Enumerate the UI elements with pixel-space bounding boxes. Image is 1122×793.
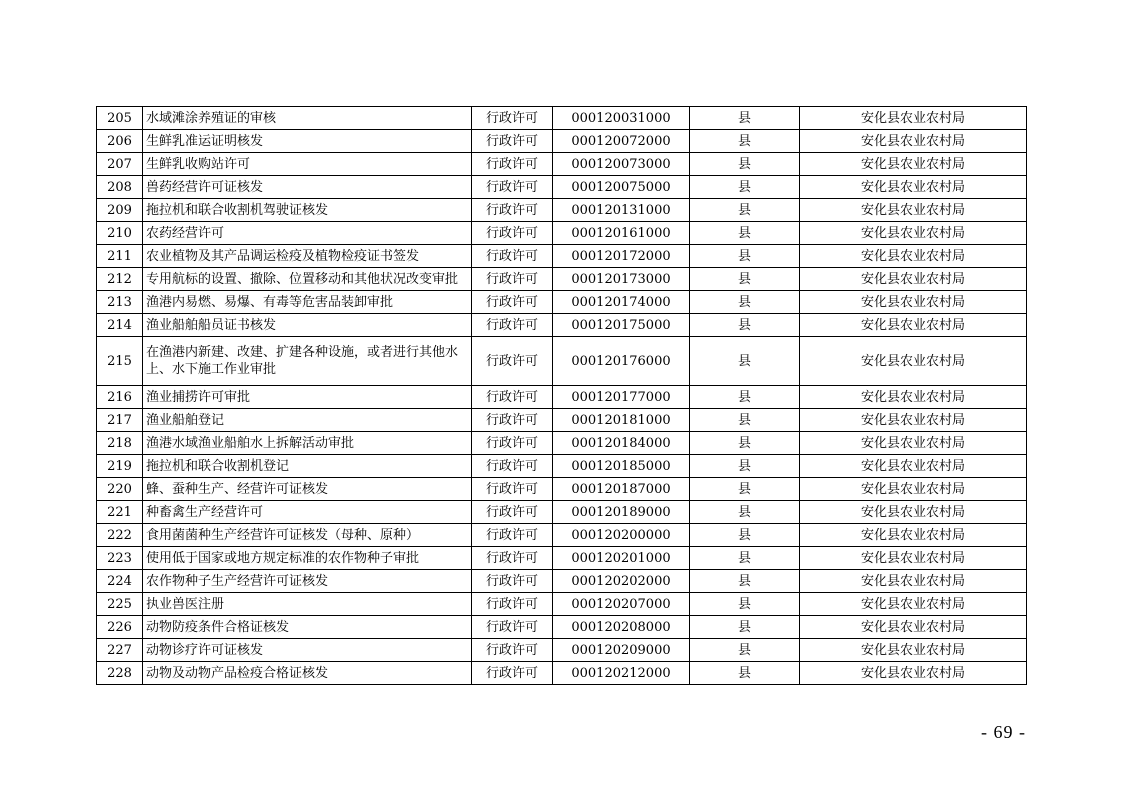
item-level-cell: 县 <box>690 245 800 268</box>
item-code-cell: 000120131000 <box>553 199 690 222</box>
item-code-cell: 000120209000 <box>553 639 690 662</box>
item-name-cell: 生鲜乳收购站许可 <box>143 153 472 176</box>
item-level-cell: 县 <box>690 524 800 547</box>
department-cell: 安化县农业农村局 <box>800 501 1027 524</box>
row-number-cell: 224 <box>97 570 143 593</box>
item-type-cell: 行政许可 <box>472 130 553 153</box>
row-number-cell: 207 <box>97 153 143 176</box>
department-cell: 安化县农业农村局 <box>800 432 1027 455</box>
item-code-cell: 000120207000 <box>553 593 690 616</box>
item-name-cell: 农药经营许可 <box>143 222 472 245</box>
item-type-cell: 行政许可 <box>472 199 553 222</box>
page-number: - 69 - <box>981 722 1026 742</box>
row-number-cell: 215 <box>97 337 143 386</box>
row-number-cell: 220 <box>97 478 143 501</box>
item-name-cell: 蜂、蚕种生产、经营许可证核发 <box>143 478 472 501</box>
item-type-cell: 行政许可 <box>472 222 553 245</box>
item-name-cell: 兽药经营许可证核发 <box>143 176 472 199</box>
item-code-cell: 000120073000 <box>553 153 690 176</box>
item-code-cell: 000120202000 <box>553 570 690 593</box>
row-number-cell: 225 <box>97 593 143 616</box>
item-name-cell: 动物防疫条件合格证核发 <box>143 616 472 639</box>
department-cell: 安化县农业农村局 <box>800 570 1027 593</box>
row-number-cell: 226 <box>97 616 143 639</box>
item-code-cell: 000120181000 <box>553 409 690 432</box>
row-number-cell: 227 <box>97 639 143 662</box>
row-number-cell: 221 <box>97 501 143 524</box>
item-code-cell: 000120072000 <box>553 130 690 153</box>
table-row <box>97 222 1027 245</box>
item-level-cell: 县 <box>690 130 800 153</box>
item-name-cell: 食用菌菌种生产经营许可证核发（母种、原种） <box>143 524 472 547</box>
department-cell: 安化县农业农村局 <box>800 153 1027 176</box>
item-code-cell: 000120172000 <box>553 245 690 268</box>
department-cell: 安化县农业农村局 <box>800 524 1027 547</box>
item-type-cell: 行政许可 <box>472 593 553 616</box>
department-cell: 安化县农业农村局 <box>800 199 1027 222</box>
table-row <box>97 386 1027 409</box>
item-name-cell: 渔港水域渔业船舶水上拆解活动审批 <box>143 432 472 455</box>
table-row <box>97 478 1027 501</box>
item-code-cell: 000120177000 <box>553 386 690 409</box>
item-name-cell: 拖拉机和联合收割机登记 <box>143 455 472 478</box>
table-row <box>97 409 1027 432</box>
item-level-cell: 县 <box>690 314 800 337</box>
item-code-cell: 000120175000 <box>553 314 690 337</box>
item-type-cell: 行政许可 <box>472 478 553 501</box>
item-code-cell: 000120201000 <box>553 547 690 570</box>
item-level-cell: 县 <box>690 153 800 176</box>
department-cell: 安化县农业农村局 <box>800 662 1027 685</box>
item-code-cell: 000120176000 <box>553 337 690 386</box>
item-name-cell: 渔港内易燃、易爆、有毒等危害品装卸审批 <box>143 291 472 314</box>
table-row <box>97 245 1027 268</box>
item-type-cell: 行政许可 <box>472 107 553 130</box>
department-cell: 安化县农业农村局 <box>800 547 1027 570</box>
row-number-cell: 209 <box>97 199 143 222</box>
item-name-cell: 动物诊疗许可证核发 <box>143 639 472 662</box>
row-number-cell: 208 <box>97 176 143 199</box>
item-code-cell: 000120075000 <box>553 176 690 199</box>
item-level-cell: 县 <box>690 478 800 501</box>
item-name-cell: 农作物种子生产经营许可证核发 <box>143 570 472 593</box>
item-type-cell: 行政许可 <box>472 432 553 455</box>
item-name-cell: 在渔港内新建、改建、扩建各种设施，或者进行其他水上、水下施工作业审批 <box>143 337 472 386</box>
item-name-cell: 渔业船舶登记 <box>143 409 472 432</box>
item-code-cell: 000120212000 <box>553 662 690 685</box>
department-cell: 安化县农业农村局 <box>800 337 1027 386</box>
department-cell: 安化县农业农村局 <box>800 291 1027 314</box>
item-table <box>96 106 1027 685</box>
item-name-cell: 专用航标的设置、撤除、位置移动和其他状况改变审批 <box>143 268 472 291</box>
row-number-cell: 211 <box>97 245 143 268</box>
item-level-cell: 县 <box>690 107 800 130</box>
table-row <box>97 547 1027 570</box>
row-number-cell: 219 <box>97 455 143 478</box>
table-row <box>97 570 1027 593</box>
item-code-cell: 000120161000 <box>553 222 690 245</box>
item-level-cell: 县 <box>690 432 800 455</box>
department-cell: 安化县农业农村局 <box>800 176 1027 199</box>
item-level-cell: 县 <box>690 268 800 291</box>
row-number-cell: 222 <box>97 524 143 547</box>
table-row <box>97 199 1027 222</box>
department-cell: 安化县农业农村局 <box>800 478 1027 501</box>
row-number-cell: 216 <box>97 386 143 409</box>
table-row <box>97 337 1027 386</box>
department-cell: 安化县农业农村局 <box>800 455 1027 478</box>
item-type-cell: 行政许可 <box>472 386 553 409</box>
item-name-cell: 使用低于国家或地方规定标准的农作物种子审批 <box>143 547 472 570</box>
item-level-cell: 县 <box>690 386 800 409</box>
table-row <box>97 662 1027 685</box>
department-cell: 安化县农业农村局 <box>800 107 1027 130</box>
item-name-cell: 拖拉机和联合收割机驾驶证核发 <box>143 199 472 222</box>
item-name-cell: 执业兽医注册 <box>143 593 472 616</box>
row-number-cell: 214 <box>97 314 143 337</box>
item-type-cell: 行政许可 <box>472 409 553 432</box>
item-type-cell: 行政许可 <box>472 455 553 478</box>
item-level-cell: 县 <box>690 501 800 524</box>
item-type-cell: 行政许可 <box>472 524 553 547</box>
item-code-cell: 000120173000 <box>553 268 690 291</box>
department-cell: 安化县农业农村局 <box>800 245 1027 268</box>
table-row <box>97 639 1027 662</box>
row-number-cell: 210 <box>97 222 143 245</box>
table-body <box>97 107 1027 685</box>
item-code-cell: 000120184000 <box>553 432 690 455</box>
row-number-cell: 213 <box>97 291 143 314</box>
item-level-cell: 县 <box>690 639 800 662</box>
item-type-cell: 行政许可 <box>472 337 553 386</box>
department-cell: 安化县农业农村局 <box>800 130 1027 153</box>
table-row <box>97 107 1027 130</box>
item-name-cell: 种畜禽生产经营许可 <box>143 501 472 524</box>
item-name-cell: 水域滩涂养殖证的审核 <box>143 107 472 130</box>
item-code-cell: 000120208000 <box>553 616 690 639</box>
item-type-cell: 行政许可 <box>472 153 553 176</box>
item-type-cell: 行政许可 <box>472 245 553 268</box>
item-level-cell: 县 <box>690 455 800 478</box>
item-level-cell: 县 <box>690 199 800 222</box>
department-cell: 安化县农业农村局 <box>800 616 1027 639</box>
item-level-cell: 县 <box>690 222 800 245</box>
item-level-cell: 县 <box>690 593 800 616</box>
item-level-cell: 县 <box>690 337 800 386</box>
table-row <box>97 501 1027 524</box>
row-number-cell: 205 <box>97 107 143 130</box>
item-level-cell: 县 <box>690 616 800 639</box>
item-type-cell: 行政许可 <box>472 639 553 662</box>
table-row <box>97 314 1027 337</box>
item-name-cell: 生鲜乳准运证明核发 <box>143 130 472 153</box>
item-name-cell: 渔业捕捞许可审批 <box>143 386 472 409</box>
item-code-cell: 000120031000 <box>553 107 690 130</box>
row-number-cell: 206 <box>97 130 143 153</box>
item-code-cell: 000120200000 <box>553 524 690 547</box>
department-cell: 安化县农业农村局 <box>800 386 1027 409</box>
item-type-cell: 行政许可 <box>472 314 553 337</box>
item-type-cell: 行政许可 <box>472 570 553 593</box>
item-name-cell: 渔业船舶船员证书核发 <box>143 314 472 337</box>
item-level-cell: 县 <box>690 291 800 314</box>
table-row <box>97 455 1027 478</box>
item-name-cell: 农业植物及其产品调运检疫及植物检疫证书签发 <box>143 245 472 268</box>
table-row <box>97 432 1027 455</box>
item-level-cell: 县 <box>690 547 800 570</box>
table-row <box>97 268 1027 291</box>
item-type-cell: 行政许可 <box>472 662 553 685</box>
row-number-cell: 212 <box>97 268 143 291</box>
department-cell: 安化县农业农村局 <box>800 639 1027 662</box>
item-name-cell: 动物及动物产品检疫合格证核发 <box>143 662 472 685</box>
item-level-cell: 县 <box>690 570 800 593</box>
item-level-cell: 县 <box>690 176 800 199</box>
row-number-cell: 218 <box>97 432 143 455</box>
item-type-cell: 行政许可 <box>472 268 553 291</box>
department-cell: 安化县农业农村局 <box>800 409 1027 432</box>
table-row <box>97 291 1027 314</box>
item-code-cell: 000120187000 <box>553 478 690 501</box>
table-row <box>97 176 1027 199</box>
table-row <box>97 524 1027 547</box>
item-code-cell: 000120189000 <box>553 501 690 524</box>
item-type-cell: 行政许可 <box>472 291 553 314</box>
item-type-cell: 行政许可 <box>472 176 553 199</box>
item-type-cell: 行政许可 <box>472 616 553 639</box>
table-row <box>97 616 1027 639</box>
item-code-cell: 000120174000 <box>553 291 690 314</box>
department-cell: 安化县农业农村局 <box>800 314 1027 337</box>
row-number-cell: 223 <box>97 547 143 570</box>
item-level-cell: 县 <box>690 409 800 432</box>
row-number-cell: 217 <box>97 409 143 432</box>
table-row <box>97 593 1027 616</box>
table-row <box>97 153 1027 176</box>
department-cell: 安化县农业农村局 <box>800 593 1027 616</box>
row-number-cell: 228 <box>97 662 143 685</box>
item-level-cell: 县 <box>690 662 800 685</box>
department-cell: 安化县农业农村局 <box>800 222 1027 245</box>
item-type-cell: 行政许可 <box>472 547 553 570</box>
table-row <box>97 130 1027 153</box>
department-cell: 安化县农业农村局 <box>800 268 1027 291</box>
item-type-cell: 行政许可 <box>472 501 553 524</box>
item-code-cell: 000120185000 <box>553 455 690 478</box>
